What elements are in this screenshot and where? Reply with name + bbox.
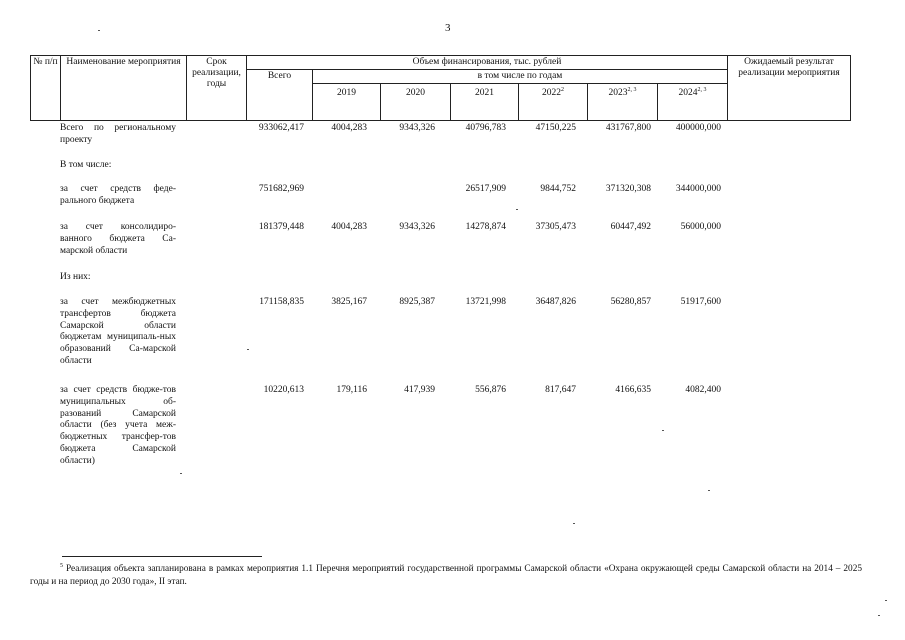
row-name: Из них: xyxy=(60,272,91,282)
cell-2019: 4004,283 xyxy=(331,123,367,133)
header-total: Всего xyxy=(247,70,313,121)
header-year-2019: 2019 xyxy=(313,84,381,121)
cell-2022: 817,647 xyxy=(545,385,576,395)
cell-total: 171158,835 xyxy=(259,297,304,307)
header-num: № п/п xyxy=(31,56,61,121)
cell-2021: 14278,874 xyxy=(465,222,506,232)
cell-2019: 3825,167 xyxy=(331,297,367,307)
cell-2022: 9844,752 xyxy=(540,184,576,194)
scan-speck xyxy=(662,430,664,431)
page-number: 3 xyxy=(445,22,451,34)
scan-speck xyxy=(180,473,182,474)
scan-speck xyxy=(708,490,710,491)
cell-total: 181379,448 xyxy=(258,222,304,232)
footnote-text: Реализация объекта запланирована в рамках мероприятия 1.1 Перечня мероприятий государственной программы Самарской области «Охрана окружающей среды Самарской области на 2014 – 2025 годы и на период до 2030 года», II этап. xyxy=(30,564,862,587)
cell-2024: 56000,000 xyxy=(680,222,721,232)
cell-2021: 26517,909 xyxy=(465,184,506,194)
row-name: В том числе: xyxy=(60,160,112,170)
cell-2023: 4166,635 xyxy=(615,385,651,395)
header-result: Ожидаемый результат реализации мероприятия xyxy=(728,56,851,121)
footnote xyxy=(30,563,862,588)
header-year-2023: 2023$^{2, 3}$ xyxy=(588,84,658,121)
header-name: Наименование мероприятия xyxy=(61,56,187,121)
footnote-divider xyxy=(62,556,262,557)
footnote-mark: 5 xyxy=(60,562,63,569)
header-year-2022: 2022$^2$ xyxy=(519,84,588,121)
cell-2022: 36487,826 xyxy=(535,297,576,307)
cell-2021: 13721,998 xyxy=(465,297,506,307)
cell-2024: 344000,000 xyxy=(675,184,721,194)
cell-2024: 400000,000 xyxy=(675,123,721,133)
header-funding: Объем финансирования, тыс. рублей xyxy=(247,56,728,70)
scan-speck xyxy=(878,615,880,616)
scan-speck xyxy=(516,209,518,210)
cell-total: 10220,613 xyxy=(263,385,304,395)
cell-2021: 40796,783 xyxy=(465,123,506,133)
cell-2023: 60447,492 xyxy=(610,222,651,232)
scan-speck xyxy=(885,600,887,601)
scan-speck xyxy=(573,523,575,524)
header-term: Срок реализации, годы xyxy=(187,56,247,121)
scan-speck xyxy=(247,349,249,350)
header-year-2020: 2020 xyxy=(381,84,451,121)
cell-2023: 56280,857 xyxy=(610,297,651,307)
cell-2024: 4082,400 xyxy=(685,385,721,395)
cell-2020: 417,939 xyxy=(404,385,435,395)
row-name: за счет средств бюдже-тов муниципальных об-разований Самарской области (без учета меж-бюджетных трансфер-тов бюджета Самарской области) xyxy=(60,385,176,466)
row-name: за счет средств феде-рального бюджета xyxy=(60,184,176,206)
cell-total: 751682,969 xyxy=(258,184,304,194)
cell-2021: 556,876 xyxy=(475,385,506,395)
cell-total: 933062,417 xyxy=(258,123,304,133)
cell-2023: 431767,800 xyxy=(605,123,651,133)
row-name: за счет межбюджетных трансфертов бюджета Самарской области бюджетам муниципаль-ных образований Са-марской области xyxy=(60,297,176,366)
cell-2019: 4004,283 xyxy=(331,222,367,232)
cell-2019: 179,116 xyxy=(336,385,367,395)
cell-2023: 371320,308 xyxy=(605,184,651,194)
cell-2024: 51917,600 xyxy=(680,297,721,307)
row-name: Всего по региональному проекту xyxy=(60,123,176,145)
cell-2020: 9343,326 xyxy=(399,222,435,232)
cell-2022: 37305,473 xyxy=(535,222,576,232)
header-year-2021: 2021 xyxy=(451,84,519,121)
scan-speck xyxy=(98,30,100,31)
table-header xyxy=(30,55,851,121)
header-year-2024: 2024$^{2, 3}$ xyxy=(658,84,728,121)
cell-2020: 9343,326 xyxy=(399,123,435,133)
header-including-years: в том числе по годам xyxy=(313,70,728,84)
row-name: за счет консолидиро-ванного бюджета Са-марской области xyxy=(60,222,176,256)
cell-2020: 8925,387 xyxy=(399,297,435,307)
cell-2022: 47150,225 xyxy=(535,123,576,133)
